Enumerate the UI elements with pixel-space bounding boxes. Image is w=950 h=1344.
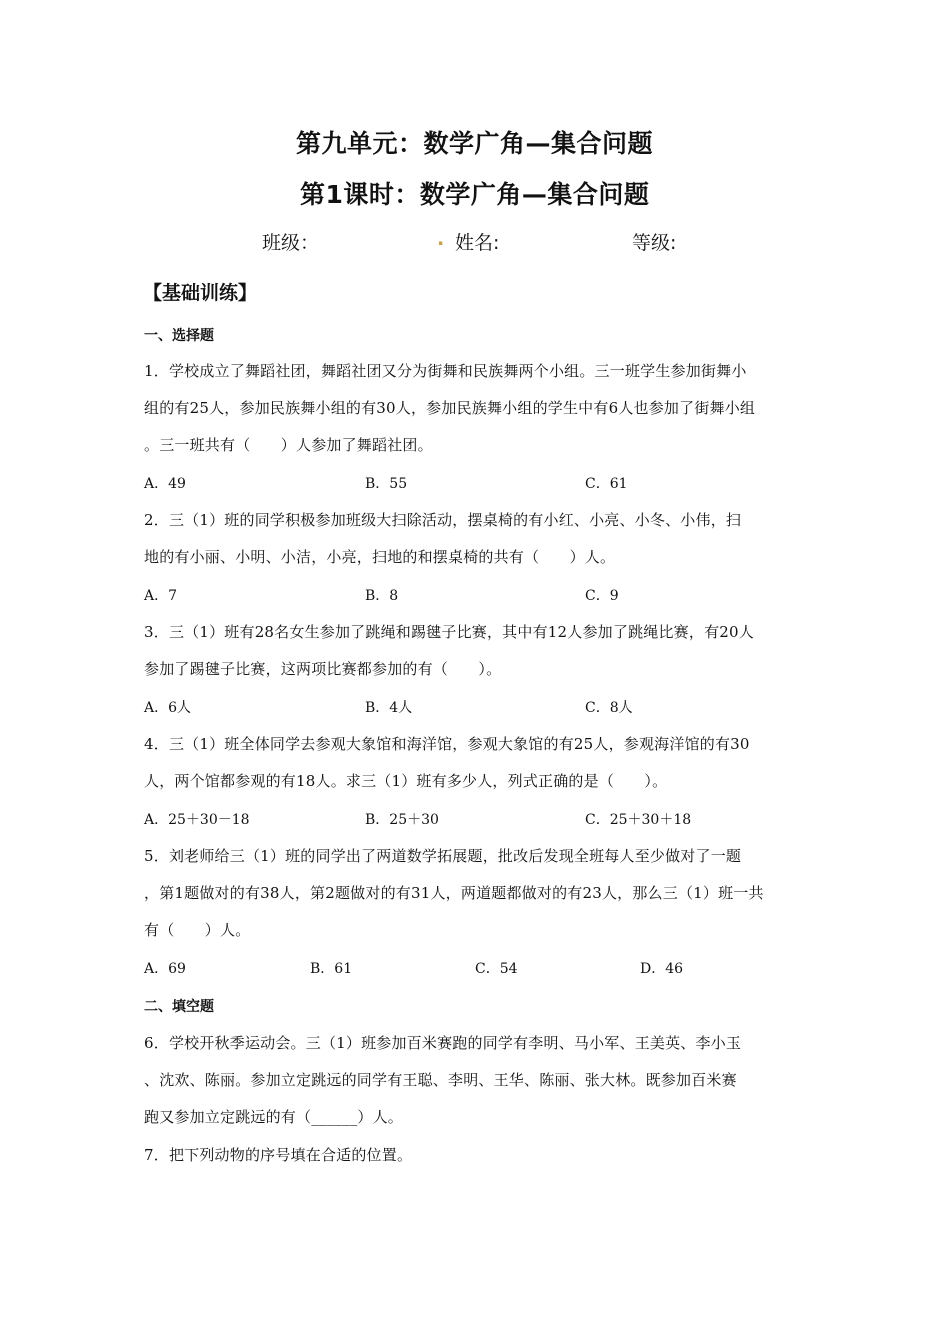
- separator-dot: .: [437, 228, 445, 250]
- question-1-option-c: C．61: [585, 476, 628, 492]
- question-3-line-1: 3．三（1）班有28名女生参加了跳绳和踢毽子比赛，其中有12人参加了跳绳比赛，有20人: [144, 623, 754, 641]
- question-2-line-1: 2．三（1）班的同学积极参加班级大扫除活动，摆桌椅的有小红、小亮、小冬、小伟，扫: [144, 511, 742, 529]
- question-4-option-a: A．25＋30－18: [144, 812, 250, 828]
- lesson-subtitle: 第1课时：数学广角—集合问题: [300, 180, 650, 209]
- part1-heading: 一、选择题: [144, 328, 214, 344]
- class-label: 班级：: [262, 232, 320, 254]
- question-6-line-2: 、沈欢、陈丽。参加立定跳远的同学有王聪、李明、王华、陈丽、张大林。既参加百米赛: [144, 1071, 737, 1089]
- question-3-option-b: B．4人: [365, 700, 413, 716]
- question-5-line-2: ，第1题做对的有38人，第2题做对的有31人，两道题都做对的有23人，那么三（1）班一共: [144, 884, 764, 902]
- question-2-option-b: B．8: [365, 588, 399, 604]
- name-label: 姓名:: [455, 232, 500, 254]
- question-1-line-3: 。三一班共有（ ）人参加了舞蹈社团。: [144, 436, 433, 454]
- question-3-line-2: 参加了踢毽子比赛，这两项比赛都参加的有（ ）。: [144, 660, 502, 678]
- question-1-option-b: B．55: [365, 476, 408, 492]
- question-2-line-2: 地的有小丽、小明、小洁，小亮，扫地的和摆桌椅的共有（ ）人。: [144, 548, 616, 566]
- question-2-option-c: C．9: [585, 588, 619, 604]
- question-5-option-c: C．54: [475, 961, 518, 977]
- question-4-line-1: 4．三（1）班全体同学去参观大象馆和海洋馆，参观大象馆的有25人，参观海洋馆的有30: [144, 735, 750, 753]
- question-5-option-a: A．69: [144, 961, 186, 977]
- question-3-option-c: C．8人: [585, 700, 633, 716]
- grade-label: 等级:: [632, 232, 677, 254]
- question-3-option-a: A．6人: [144, 700, 192, 716]
- question-1-line-1: 1．学校成立了舞蹈社团，舞蹈社团又分为街舞和民族舞两个小组。三一班学生参加街舞小: [144, 362, 747, 380]
- question-5-option-d: D．46: [640, 961, 684, 977]
- question-6-line-1: 6．学校开秋季运动会。三（1）班参加百米赛跑的同学有李明、马小军、王美英、李小玉: [144, 1034, 742, 1052]
- question-2-option-a: A．7: [144, 588, 178, 604]
- question-5-line-3: 有（ ）人。: [144, 921, 251, 939]
- part2-heading: 二、填空题: [144, 999, 214, 1015]
- question-1-option-a: A．49: [144, 476, 186, 492]
- question-5-option-b: B．61: [310, 961, 353, 977]
- question-4-line-2: 人，两个馆都参观的有18人。求三（1）班有多少人，列式正确的是（ ）。: [144, 772, 668, 790]
- question-6-line-3: 跑又参加立定跳远的有（______）人。: [144, 1108, 404, 1126]
- question-4-option-c: C．25＋30＋18: [585, 812, 692, 828]
- question-5-line-1: 5．刘老师给三（1）班的同学出了两道数学拓展题，批改后发现全班每人至少做对了一题: [144, 847, 742, 865]
- question-4-option-b: B．25＋30: [365, 812, 439, 828]
- question-7-line-1: 7．把下列动物的序号填在合适的位置。: [144, 1146, 413, 1164]
- page-title: 第九单元：数学广角—集合问题: [296, 129, 654, 158]
- question-1-line-2: 组的有25人，参加民族舞小组的有30人，参加民族舞小组的学生中有6人也参加了街舞小组: [144, 399, 756, 417]
- section-heading: 【基础训练】: [143, 282, 258, 304]
